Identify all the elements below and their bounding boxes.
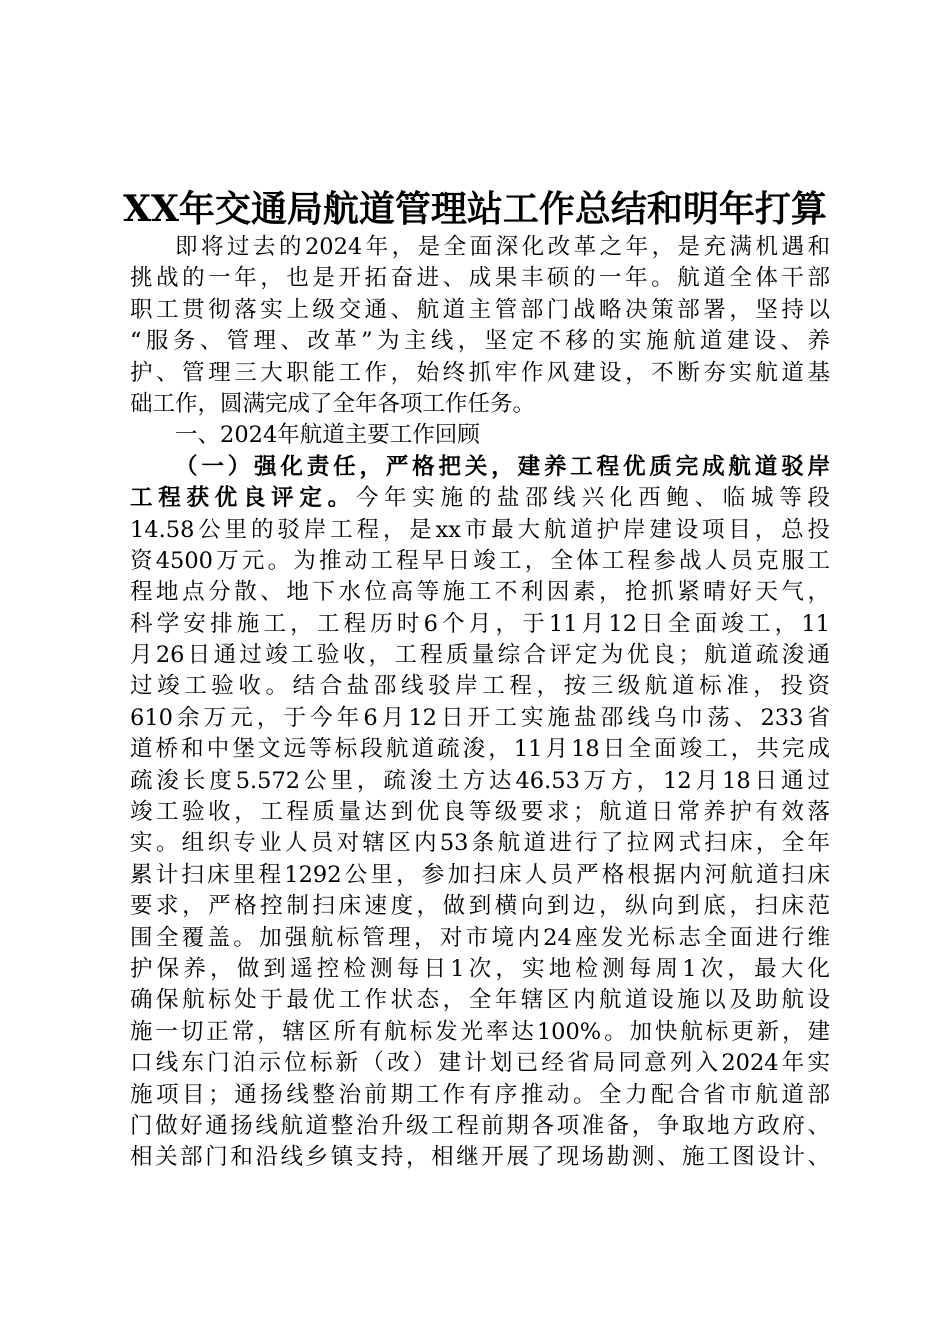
paragraph-line: 610余万元，于今年6月12日开工实施盐邵线乌巾荡、233省 bbox=[130, 704, 830, 731]
paragraph-line: 础工作，圆满完成了全年各项工作任务。 bbox=[130, 390, 536, 417]
section-heading: 一、2024年航道主要工作回顾 bbox=[175, 422, 480, 449]
paragraph-line: 门做好通扬线航道整治升级工程前期各项准备，争取地方政府、 bbox=[130, 1112, 830, 1139]
paragraph-line: 护保养，做到遥控检测每日1次，实地检测每周1次，最大化 bbox=[130, 955, 830, 982]
paragraph-line: 道桥和中堡文远等标段航道疏浚，11月18日全面竣工，共完成 bbox=[130, 736, 830, 763]
paragraph-line: 施一切正常，辖区所有航标发光率达100%。加快航标更新，建 bbox=[130, 1018, 830, 1045]
paragraph-line: 疏浚长度5.572公里，疏浚土方达46.53万方，12月18日通过 bbox=[130, 767, 830, 794]
paragraph-line: 要求，严格控制扫床速度，做到横向到边，纵向到底，扫床范 bbox=[130, 893, 830, 920]
paragraph-line: 确保航标处于最优工作状态，全年辖区内航道设施以及助航设 bbox=[130, 987, 830, 1014]
paragraph-line: 科学安排施工，工程历时6个月，于11月12日全面竣工，11 bbox=[130, 610, 830, 637]
paragraph-line: 围全覆盖。加强航标管理，对市境内24座发光标志全面进行维 bbox=[130, 924, 830, 951]
document-title: XX年交通局航道管理站工作总结和明年打算 bbox=[123, 188, 827, 230]
paragraph-line: 程地点分散、地下水位高等施工不利因素，抢抓紧晴好天气， bbox=[130, 579, 830, 606]
paragraph-line: 职工贯彻落实上级交通、航道主管部门战略决策部署，坚持以 bbox=[130, 296, 830, 323]
paragraph-line: 资4500万元。为推动工程早日竣工，全体工程参战人员克服工 bbox=[130, 547, 830, 574]
paragraph-line: 挑战的一年，也是开拓奋进、成果丰硕的一年。航道全体干部 bbox=[130, 265, 830, 292]
subsection-heading: （一）强化责任，严格把关，建养工程优质完成航道驳岸 bbox=[175, 453, 830, 480]
paragraph-line: 累计扫床里程1292公里，参加扫床人员严格根据内河航道扫床 bbox=[130, 861, 830, 888]
paragraph-line: 14.58公里的驳岸工程，是xx市最大航道护岸建设项目，总投 bbox=[130, 516, 830, 543]
paragraph-line: “服务、管理、改革”为主线，坚定不移的实施航道建设、养 bbox=[130, 328, 830, 355]
document-body bbox=[130, 232, 830, 1174]
paragraph-line: 月26日通过竣工验收，工程质量综合评定为优良；航道疏浚通 bbox=[130, 642, 830, 669]
paragraph-line: 护、管理三大职能工作，始终抓牢作风建设，不断夯实航道基 bbox=[130, 359, 830, 386]
paragraph-line: 竣工验收，工程质量达到优良等级要求；航道日常养护有效落 bbox=[130, 799, 830, 826]
paragraph-line: 过竣工验收。结合盐邵线驳岸工程，按三级航道标准，投资 bbox=[130, 673, 830, 700]
paragraph-line: 即将过去的2024年，是全面深化改革之年，是充满机遇和 bbox=[175, 234, 830, 260]
paragraph-line: 口线东门泊示位标新（改）建计划已经省局同意列入2024年实 bbox=[130, 1050, 830, 1077]
paragraph-line: 相关部门和沿线乡镇支持，相继开展了现场勘测、施工图设计、 bbox=[130, 1144, 830, 1171]
paragraph-text: 今年实施的盐邵线兴化西鲍、临城等段 bbox=[355, 485, 830, 512]
subsection-heading-tail: 工程获优良评定。 bbox=[130, 485, 356, 512]
paragraph-line: 实。组织专业人员对辖区内53条航道进行了拉网式扫床，全年 bbox=[130, 830, 830, 857]
paragraph-line: 施项目；通扬线整治前期工作有序推动。全力配合省市航道部 bbox=[130, 1081, 830, 1108]
paragraph-line bbox=[130, 483, 830, 514]
